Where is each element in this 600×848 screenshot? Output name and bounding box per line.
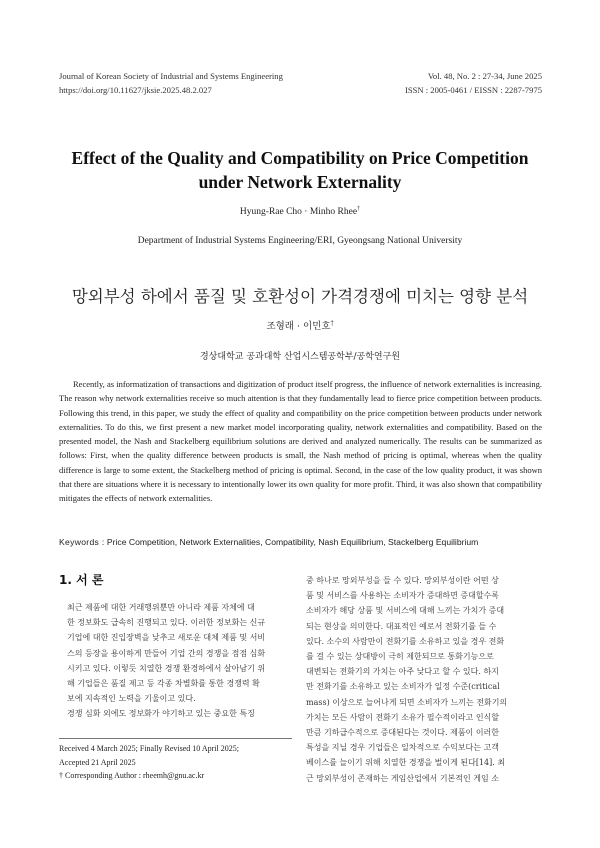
keywords-text: Price Competition, Network Externalities, Compatibility, Nash Equilibrium, Stackelberg Equilibrium <box>106 537 479 547</box>
paper-title-korean: 망외부성 하에서 품질 및 호환성이 가격경쟁에 미치는 영향 분석 <box>71 287 529 306</box>
abstract <box>59 377 542 506</box>
volume-header <box>405 70 542 97</box>
text-line: 중 하나로 망외부성을 들 수 있다. 망외부성이란 어떤 상 <box>306 576 499 585</box>
text-line: 되는 현상을 의미한다. 대표적인 예로서 전화기를 들 수 <box>306 621 497 631</box>
footnote <box>59 742 299 783</box>
section-heading-introduction: 1. 서 론 <box>59 573 104 587</box>
issn-info: ISSN : 2005-0461 / EISSN : 2287-7975 <box>404 84 542 95</box>
text-line: 스의 등장을 용이하게 만들어 기업 간의 경쟁을 점점 심화 <box>67 648 266 658</box>
text-line: 가치는 모든 사람이 전화기 소유가 필수적이라고 인식할 <box>306 712 499 722</box>
keywords <box>59 537 542 547</box>
title-line-2: under Network Externality <box>198 172 402 192</box>
accepted-date: Accepted 21 April 2025 <box>59 757 136 767</box>
volume-info: Vol. 48, No. 2 : 27-34, June 2025 <box>427 71 542 81</box>
corresponding-mark-korean: † <box>330 319 334 327</box>
doi-link[interactable]: https://doi.org/10.11627/jksie.2025.48.2.027 <box>59 84 212 95</box>
authors-english <box>0 206 600 217</box>
footnote-divider <box>59 738 292 739</box>
text-line: 근 망외부성이 존재하는 게임산업에서 기본적인 게임 소 <box>306 773 499 783</box>
text-line: 시키고 있다. 이렇듯 치열한 경쟁 환경하에서 살아남기 위 <box>67 663 266 673</box>
received-date: Received 4 March 2025; Finally Revised 10 April 2025; <box>59 744 239 753</box>
text-line: 품 및 서비스를 사용하는 소비자가 증대하면 증대할수록 <box>306 591 499 601</box>
body-column-right <box>306 573 541 786</box>
text-line: 를 걸 수 있는 상대방이 극히 제한되므로 통화기능으로 <box>306 652 494 662</box>
title-line-1: Effect of the Quality and Compatibility on Price Competition <box>71 148 529 168</box>
text-line: 최근 제품에 대한 거래행위뿐만 아니라 제품 자체에 대 <box>67 603 255 612</box>
author-names: Hyung-Rae Cho · Minho Rhee <box>239 207 358 218</box>
paragraph-1 <box>59 600 292 706</box>
text-line: 대변되는 전화기의 가치는 아주 낮다고 할 수 있다. 하지 <box>306 667 499 677</box>
text-line: 만큼 기하급수적으로 증대된다는 것이다. 제품이 이러한 <box>306 728 499 738</box>
paper-title-english <box>40 146 560 194</box>
text-line: 기업에 대한 진입장벽을 낮추고 새로운 대체 제품 및 서비 <box>67 633 266 643</box>
affiliation-korean: 경상대학교 공과대학 산업시스템공학부/공학연구원 <box>199 352 401 362</box>
journal-header <box>59 70 283 97</box>
text-line: 소비자가 해당 상품 및 서비스에 대해 느끼는 가치가 증대 <box>306 606 505 616</box>
text-line: 있다. 소수의 사람만이 전화기를 소유하고 있을 경우 전화 <box>306 636 505 646</box>
abstract-text: Recently, as informatization of transactions and digitization of product itself progress, the influence of network externalities is increasing. The reason why network externalities receive so much attention is that they fundamentally lead to fierce price competition between products. Following this trend, in this paper, we study the effect of quality and compatibility on the price competition between products under network externalities. To do this, we first present a new market model incorporating quality, network externalities and compatibility. Based on the presented model, the Nash and Stackelberg equilibrium solutions are derived and analyzed numerically. The results can be summarized as follows: First, when the quality difference between products is small, the Nash method of pricing is optimal, whereas when the quality difference is large to some extent, the Stackelberg method of pricing is optimal. Second, in the case of the low quality product, it was shown that there are situations where it is necessary to intentionally lower its own quality for more profit. Third, it was also shown that compatibility mitigates the effects of network externalities. <box>59 379 542 504</box>
affiliation-english: Department of Industrial Systems Engineering/ERI, Gyeongsang National University <box>137 236 463 246</box>
text-line: 만 전화기를 소유하고 있는 소비자가 일정 수준(critical <box>306 682 500 692</box>
paragraph-2 <box>59 706 292 721</box>
keywords-label: Keywords : <box>59 537 105 547</box>
authors-korean <box>0 318 600 332</box>
text-line: 경쟁 심화 외에도 정보화가 야기하고 있는 중요한 특징 <box>67 709 255 719</box>
text-line: mass) 이상으로 늘어나게 되면 소비자가 느끼는 전화기의 <box>306 697 508 707</box>
text-line: 한 정보화도 급속히 진행되고 있다. 이러한 정보화는 신규 <box>67 618 266 628</box>
body-column-left <box>59 600 292 722</box>
text-line: 해 기업들은 품질 제고 등 각종 차별화를 통한 경쟁력 확 <box>67 679 260 689</box>
author-names-korean: 조형래 · 이민호 <box>266 321 331 332</box>
corresponding-author: † Corresponding Author : rheemh@gnu.ac.kr <box>59 771 205 780</box>
text-line: 보에 지속적인 노력을 기울이고 있다. <box>67 694 196 704</box>
text-line: 특성을 지닐 경우 기업들은 일차적으로 수익보다는 고객 <box>306 743 499 753</box>
paragraph-2-continued <box>306 573 541 786</box>
text-line: 베이스를 늘이기 위해 치열한 경쟁을 벌이게 된다[14]. 최 <box>306 758 506 768</box>
corresponding-mark: † <box>357 206 361 212</box>
journal-name: Journal of Korean Society of Industrial and Systems Engineering <box>59 71 283 81</box>
